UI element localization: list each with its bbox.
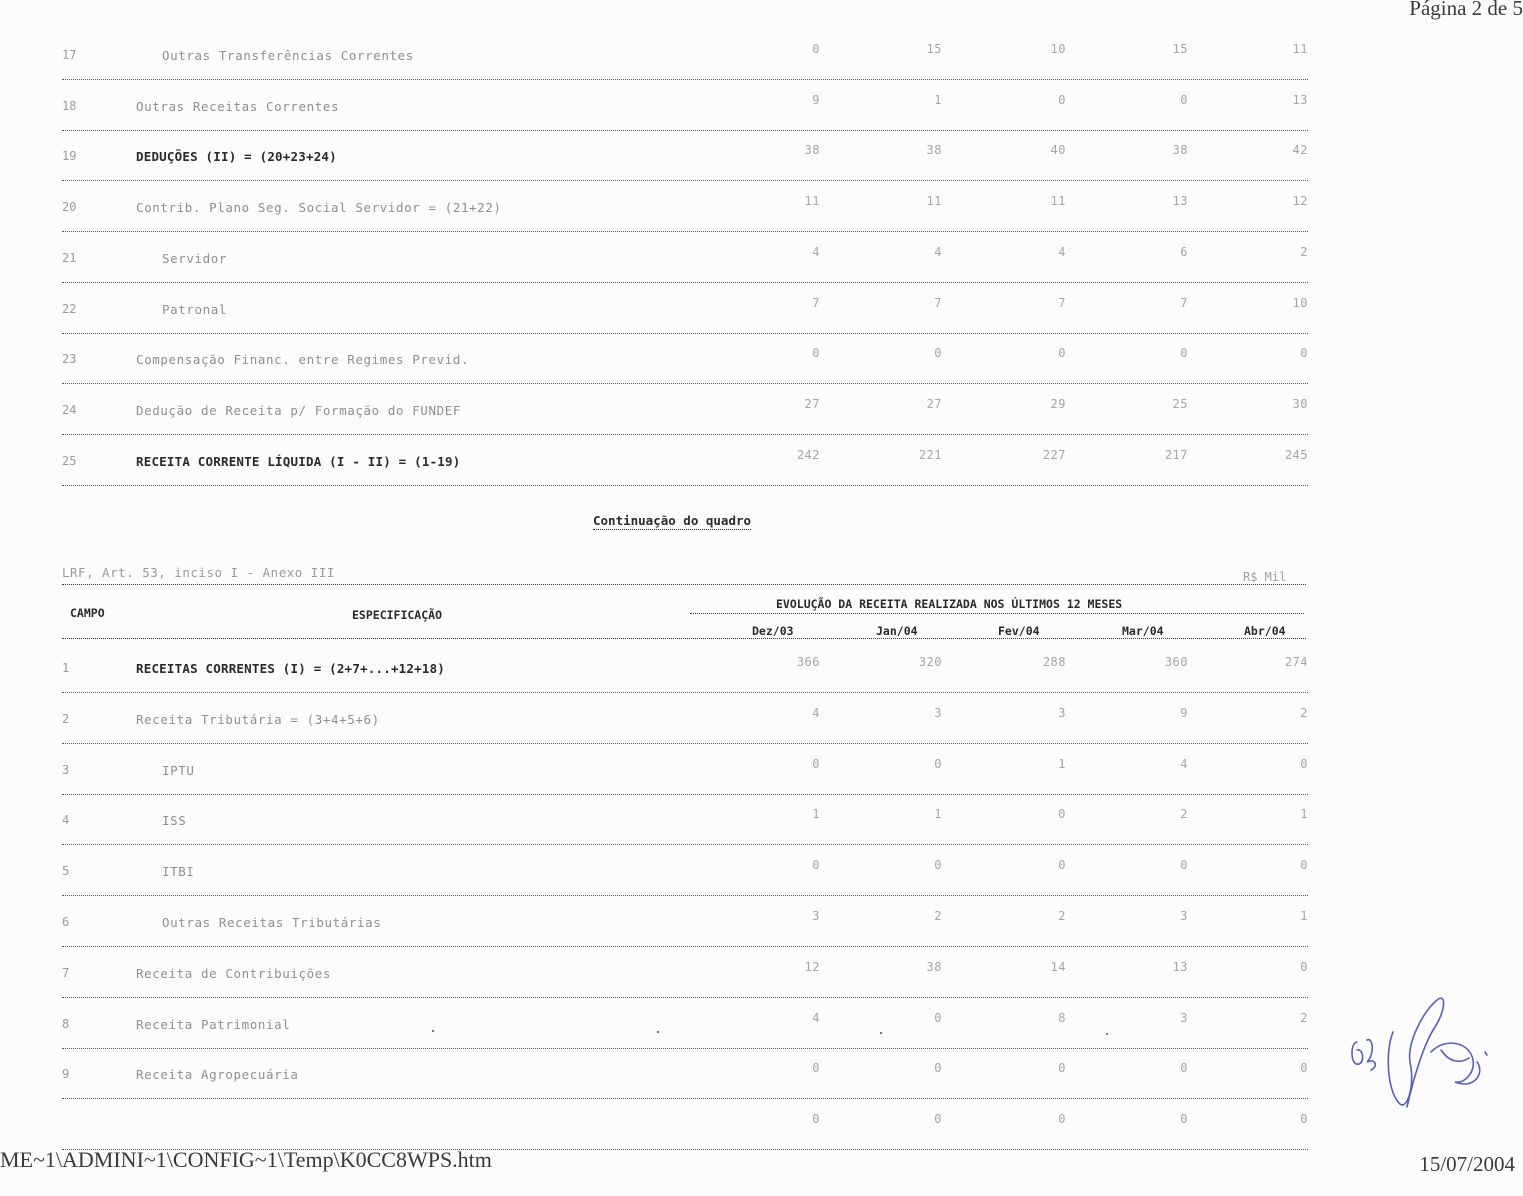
row-especificacao: RECEITA CORRENTE LÍQUIDA (I - II) = (1-19) <box>136 453 461 469</box>
unit-label: R$ Mil <box>1243 570 1287 584</box>
row-value-fev04: 1 <box>1058 756 1066 771</box>
row-campo: 22 <box>62 301 77 316</box>
row-especificacao: Dedução de Receita p/ Formação do FUNDEF <box>136 402 462 418</box>
row-value-abr04: 245 <box>1284 447 1308 462</box>
row-value-abr04: 0 <box>1300 756 1308 771</box>
row-campo: 20 <box>62 200 77 215</box>
table-row <box>0 81 1320 131</box>
table-row <box>0 745 1320 795</box>
row-campo: 7 <box>62 965 70 980</box>
table-row <box>0 846 1320 896</box>
row-campo: 25 <box>62 453 77 468</box>
row-campo: 6 <box>62 915 70 929</box>
row-campo: 8 <box>62 1016 70 1031</box>
row-especificacao: RECEITAS CORRENTES (I) = (2+7+...+12+18) <box>136 661 446 676</box>
row-value-fev04: 29 <box>1050 396 1066 411</box>
row-campo: 4 <box>62 813 70 828</box>
row-value-abr04: 1 <box>1300 807 1308 822</box>
continuation-title: Continuação do quadro <box>593 513 752 528</box>
row-campo: 19 <box>62 149 77 164</box>
row-value-jan04: 27 <box>926 396 942 411</box>
row-value-abr04: 11 <box>1292 42 1308 56</box>
row-value-fev04: 227 <box>1042 447 1066 462</box>
row-value-jan04: 320 <box>918 655 942 669</box>
row-value-jan04: 0 <box>934 1112 942 1127</box>
row-especificacao: Contrib. Plano Seg. Social Servidor = (21+22) <box>136 200 502 216</box>
table-row <box>0 334 1320 384</box>
row-value-dez03: 27 <box>804 396 820 411</box>
row-value-abr04: 13 <box>1292 92 1308 107</box>
row-value-mar04: 4 <box>1180 756 1188 771</box>
row-value-fev04: 2 <box>1058 909 1066 923</box>
header-evolution-rule <box>690 613 1304 614</box>
row-value-fev04: 0 <box>1058 1112 1066 1127</box>
row-value-mar04: 38 <box>1172 143 1188 158</box>
row-value-mar04: 3 <box>1180 909 1188 923</box>
row-value-dez03: 4 <box>812 244 820 259</box>
row-value-dez03: 11 <box>804 194 820 209</box>
row-campo: 23 <box>62 352 77 367</box>
table-row <box>0 131 1320 181</box>
row-value-abr04: 12 <box>1292 194 1308 209</box>
row-especificacao: Outras Receitas Correntes <box>136 98 340 114</box>
row-value-mar04: 6 <box>1180 244 1188 259</box>
table-row <box>0 795 1320 845</box>
table-row <box>0 284 1320 334</box>
row-value-dez03: 3 <box>812 909 820 923</box>
row-campo: 2 <box>62 711 70 726</box>
lrf-reference: LRF, Art. 53, inciso I - Anexo III <box>62 565 335 580</box>
row-value-abr04: 0 <box>1300 858 1308 873</box>
row-value-mar04: 15 <box>1172 42 1188 56</box>
row-especificacao: Receita Patrimonial <box>136 1016 291 1032</box>
row-value-jan04: 38 <box>926 959 942 974</box>
row-value-jan04: 0 <box>934 1010 942 1025</box>
row-value-dez03: 0 <box>812 346 820 361</box>
row-value-fev04: 0 <box>1058 858 1066 873</box>
table-row <box>0 897 1320 947</box>
row-value-fev04: 3 <box>1058 705 1066 720</box>
scan-speck <box>657 1031 659 1033</box>
row-value-fev04: 0 <box>1058 807 1066 822</box>
header-month-dez03: Dez/03 <box>752 624 794 638</box>
row-value-jan04: 1 <box>934 807 942 822</box>
row-value-jan04: 4 <box>934 244 942 259</box>
row-value-abr04: 0 <box>1300 346 1308 361</box>
row-especificacao: Compensação Financ. entre Regimes Previd. <box>136 352 470 368</box>
row-value-jan04: 7 <box>934 295 942 310</box>
row-value-mar04: 9 <box>1180 705 1188 720</box>
row-value-fev04: 40 <box>1050 143 1066 158</box>
row-value-abr04: 1 <box>1300 909 1308 923</box>
row-especificacao: ITBI <box>162 864 195 880</box>
row-value-dez03: 38 <box>804 143 820 158</box>
row-campo: 3 <box>62 762 70 777</box>
row-campo: 21 <box>62 250 77 265</box>
row-especificacao: Outras Transferências Correntes <box>162 48 414 63</box>
header-especificacao: ESPECIFICAÇÃO <box>352 608 443 622</box>
row-value-jan04: 1 <box>934 92 942 107</box>
row-value-abr04: 274 <box>1284 655 1308 669</box>
row-value-jan04: 3 <box>934 705 942 720</box>
row-value-fev04: 8 <box>1058 1010 1066 1025</box>
row-value-fev04: 288 <box>1042 655 1066 669</box>
row-value-mar04: 0 <box>1180 92 1188 107</box>
row-especificacao: DEDUÇÕES (II) = (20+23+24) <box>136 149 337 165</box>
header-month-jan04: Jan/04 <box>876 624 918 638</box>
row-value-mar04: 0 <box>1180 1061 1188 1076</box>
table-row <box>0 385 1320 435</box>
row-value-dez03: 0 <box>812 1112 820 1127</box>
row-value-dez03: 0 <box>812 42 820 56</box>
row-value-dez03: 366 <box>796 655 820 669</box>
row-especificacao: Patronal <box>162 301 228 317</box>
row-value-mar04: 13 <box>1172 194 1188 209</box>
row-value-jan04: 38 <box>926 143 942 158</box>
row-value-dez03: 4 <box>812 705 820 720</box>
row-value-dez03: 4 <box>812 1010 820 1025</box>
header-month-mar04: Mar/04 <box>1122 624 1164 638</box>
row-especificacao: Receita Agropecuária <box>136 1067 299 1083</box>
row-value-abr04: 2 <box>1300 244 1308 259</box>
row-value-dez03: 0 <box>812 756 820 771</box>
row-value-abr04: 2 <box>1300 705 1308 720</box>
row-campo: 24 <box>62 402 77 417</box>
row-especificacao: IPTU <box>162 762 195 778</box>
footer-file-path: ME~1\ADMINI~1\CONFIG~1\Temp\K0CC8WPS.htm <box>0 1147 492 1172</box>
row-value-mar04: 3 <box>1180 1010 1188 1025</box>
row-especificacao: Receita de Contribuições <box>136 965 332 981</box>
table-row <box>0 1100 1320 1150</box>
row-value-fev04: 0 <box>1058 346 1066 361</box>
table-row <box>0 1049 1320 1099</box>
row-value-fev04: 7 <box>1058 295 1066 310</box>
page-number: Página 2 de 5 <box>1409 0 1523 20</box>
row-value-abr04: 0 <box>1300 1112 1308 1127</box>
row-value-dez03: 7 <box>812 295 820 310</box>
row-value-abr04: 42 <box>1292 143 1308 158</box>
row-value-mar04: 25 <box>1172 396 1188 411</box>
header-campo: CAMPO <box>70 606 105 620</box>
row-value-mar04: 0 <box>1180 346 1188 361</box>
row-value-jan04: 0 <box>934 1061 942 1076</box>
table-row <box>0 30 1320 80</box>
row-value-abr04: 30 <box>1292 396 1308 411</box>
footer-date: 15/07/2004 <box>1419 1152 1515 1176</box>
row-especificacao: Outras Receitas Tributárias <box>162 915 382 930</box>
row-especificacao: ISS <box>162 813 187 829</box>
row-value-fev04: 0 <box>1058 92 1066 107</box>
header-evolution: EVOLUÇÃO DA RECEITA REALIZADA NOS ÚLTIMOS 12 MESES <box>776 597 1123 611</box>
row-value-abr04: 2 <box>1300 1010 1308 1025</box>
handwritten-signature <box>1345 992 1495 1117</box>
table-row <box>0 233 1320 283</box>
row-value-mar04: 217 <box>1164 447 1188 462</box>
header-rule-top <box>62 584 1306 585</box>
row-value-mar04: 0 <box>1180 1112 1188 1127</box>
row-campo: 1 <box>62 661 70 675</box>
row-especificacao: Receita Tributária = (3+4+5+6) <box>136 711 380 727</box>
row-value-fev04: 4 <box>1058 244 1066 259</box>
table-row <box>0 999 1320 1049</box>
row-value-jan04: 221 <box>918 447 942 462</box>
row-value-fev04: 0 <box>1058 1061 1066 1076</box>
row-value-jan04: 0 <box>934 756 942 771</box>
table-row <box>0 182 1320 232</box>
row-value-abr04: 0 <box>1300 1061 1308 1076</box>
row-campo: 5 <box>62 864 70 879</box>
row-value-fev04: 10 <box>1050 42 1066 56</box>
header-month-fev04: Fev/04 <box>998 624 1040 638</box>
table-row <box>0 643 1320 693</box>
row-value-jan04: 2 <box>934 909 942 923</box>
row-especificacao: Servidor <box>162 250 228 266</box>
row-value-dez03: 12 <box>804 959 820 974</box>
header-month-abr04: Abr/04 <box>1244 624 1286 638</box>
scan-speck <box>1106 1033 1108 1035</box>
table-row <box>0 436 1320 486</box>
row-value-mar04: 360 <box>1164 655 1188 669</box>
row-campo: 18 <box>62 98 77 113</box>
row-value-jan04: 0 <box>934 858 942 873</box>
row-value-mar04: 13 <box>1172 959 1188 974</box>
table-row <box>0 694 1320 744</box>
row-value-mar04: 7 <box>1180 295 1188 310</box>
header-rule-bottom <box>62 638 1306 639</box>
row-value-jan04: 11 <box>926 194 942 209</box>
table-row <box>0 948 1320 998</box>
row-value-dez03: 9 <box>812 92 820 107</box>
row-divider <box>62 485 1308 486</box>
scan-speck <box>432 1030 434 1032</box>
scan-speck <box>880 1032 882 1034</box>
row-value-dez03: 1 <box>812 807 820 822</box>
row-value-jan04: 0 <box>934 346 942 361</box>
row-value-abr04: 0 <box>1300 959 1308 974</box>
row-value-dez03: 242 <box>796 447 820 462</box>
row-value-abr04: 10 <box>1292 295 1308 310</box>
row-value-dez03: 0 <box>812 858 820 873</box>
row-value-fev04: 14 <box>1050 959 1066 974</box>
row-value-fev04: 11 <box>1050 194 1066 209</box>
row-value-jan04: 15 <box>926 42 942 56</box>
row-value-mar04: 2 <box>1180 807 1188 822</box>
row-campo: 9 <box>62 1067 70 1082</box>
row-value-dez03: 0 <box>812 1061 820 1076</box>
row-value-mar04: 0 <box>1180 858 1188 873</box>
row-campo: 17 <box>62 48 77 62</box>
